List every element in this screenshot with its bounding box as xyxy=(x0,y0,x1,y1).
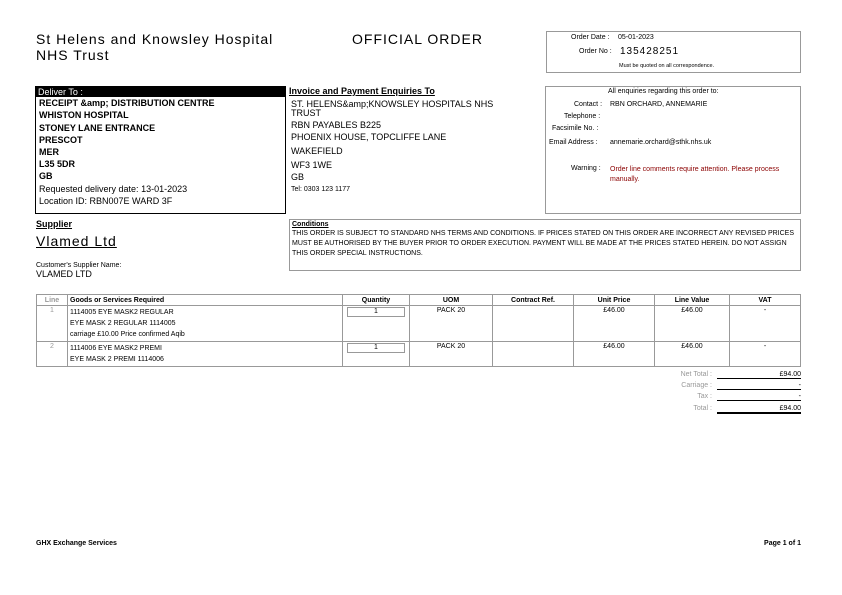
invoice-line: PHOENIX HOUSE, TOPCLIFFE LANE xyxy=(291,132,447,142)
invoice-line: ST. HELENS&amp;KNOWSLEY HOSPITALS NHS xyxy=(291,99,494,109)
net-total-label: Net Total : xyxy=(680,371,712,378)
supplier-name: Vlamed Ltd xyxy=(36,233,117,249)
order-no-label: Order No : xyxy=(579,48,612,55)
supplier-heading: Supplier xyxy=(36,219,73,229)
invoice-line: WAKEFIELD xyxy=(291,146,343,156)
quantity-value: 1 xyxy=(347,307,405,317)
warning-text: Order line comments require attention. Please process manually. xyxy=(610,166,780,183)
facsimile-label: Facsimile No. : xyxy=(552,125,599,132)
goods-desc-line: 1114005 EYE MASK2 REGULAR xyxy=(70,309,174,316)
contact-label: Contact : xyxy=(574,101,603,108)
hospital-name-line2: NHS Trust xyxy=(36,47,110,63)
conditions-heading: Conditions xyxy=(292,221,329,228)
line-number: 2 xyxy=(37,342,68,367)
invoice-tel: Tel: 0303 123 1177 xyxy=(291,186,351,193)
deliver-line: RECEIPT &amp; DISTRIBUTION CENTRE xyxy=(39,98,215,108)
contract-ref-value xyxy=(493,306,574,342)
invoice-heading: Invoice and Payment Enquiries To xyxy=(289,86,435,96)
total-label: Total : xyxy=(693,405,712,412)
deliver-line: PRESCOT xyxy=(39,135,83,145)
goods-desc-line: EYE MASK 2 REGULAR 1114005 xyxy=(70,320,176,327)
col-header-line: Line xyxy=(37,295,68,306)
order-date-label: Order Date : xyxy=(571,34,610,41)
uom-value: PACK 20 xyxy=(410,306,493,342)
hospital-name-line1: St Helens and Knowsley Hospital xyxy=(36,31,274,47)
conditions-box xyxy=(289,219,801,271)
net-total-value: £94.00 xyxy=(717,371,801,379)
requested-delivery-date: Requested delivery date: 13-01-2023 xyxy=(39,184,188,194)
carriage-value: - xyxy=(717,382,801,390)
contract-ref-value xyxy=(493,342,574,367)
deliver-to-heading: Deliver To : xyxy=(36,87,285,97)
invoice-line: RBN PAYABLES B225 xyxy=(291,120,382,130)
enquiries-intro: All enquiries regarding this order to: xyxy=(608,88,719,95)
email-label: Email Address : xyxy=(549,139,598,146)
goods-description xyxy=(68,306,343,342)
warning-label: Warning : xyxy=(571,165,601,172)
line-number: 1 xyxy=(37,306,68,342)
table-header-row xyxy=(37,295,801,306)
deliver-line: MER xyxy=(39,147,59,157)
col-header-unit-price: Unit Price xyxy=(574,295,655,306)
customer-supplier-label: Customer's Supplier Name: xyxy=(36,262,122,269)
deliver-line: STONEY LANE ENTRANCE xyxy=(39,123,156,133)
col-header-line-value: Line Value xyxy=(655,295,730,306)
total-value: £94.00 xyxy=(717,405,801,414)
vat-value: - xyxy=(730,306,801,342)
document-title: OFFICIAL ORDER xyxy=(352,31,483,47)
quote-note: Must be quoted on all correspondence. xyxy=(619,63,715,69)
tax-label: Tax : xyxy=(697,393,712,400)
order-lines-table xyxy=(36,294,801,367)
enquiries-box xyxy=(546,86,801,214)
quantity-cell xyxy=(343,306,410,342)
deliver-line: L35 5DR xyxy=(39,159,76,169)
order-no-value: 135428251 xyxy=(620,46,680,57)
order-info-box xyxy=(546,31,801,73)
line-value-value: £46.00 xyxy=(655,342,730,367)
col-header-contract: Contract Ref. xyxy=(493,295,574,306)
invoice-line: TRUST xyxy=(291,108,321,118)
conditions-text: THIS ORDER IS SUBJECT TO STANDARD NHS TERMS AND CONDITIONS. IF PRICES STATED ON THIS ORDER ARE INCORRECT ANY REVISED PRICES MUST BE AUTHORISED BY THE BUYER PRIOR TO ORDER EXECUTION. PAYMENT WILL BE MADE AT THE PRICES STATED HEREIN. DO NOT ASSIGN THIS ORDER SPECIAL INSTRUCTIONS. xyxy=(292,230,795,257)
col-header-goods: Goods or Services Required xyxy=(68,295,343,306)
col-header-quantity: Quantity xyxy=(343,295,410,306)
invoice-line: GB xyxy=(291,172,305,182)
line-value-value: £46.00 xyxy=(655,306,730,342)
table-row xyxy=(37,342,801,367)
quantity-cell xyxy=(343,342,410,367)
email-value: annemarie.orchard@sthk.nhs.uk xyxy=(610,139,712,146)
carriage-label: Carriage : xyxy=(681,382,712,389)
goods-desc-line: EYE MASK 2 PREMI 1114006 xyxy=(70,356,164,363)
unit-price-value: £46.00 xyxy=(574,306,655,342)
location-id: Location ID: RBN007E WARD 3F xyxy=(39,196,173,206)
goods-desc-line: 1114006 EYE MASK2 PREMI xyxy=(70,345,162,352)
invoice-line: WF3 1WE xyxy=(291,160,333,170)
table-row xyxy=(37,306,801,342)
page-number: Page 1 of 1 xyxy=(764,540,801,547)
customer-supplier-name: VLAMED LTD xyxy=(36,269,92,279)
contact-value: RBN ORCHARD, ANNEMARIE xyxy=(610,101,708,108)
col-header-uom: UOM xyxy=(410,295,493,306)
unit-price-value: £46.00 xyxy=(574,342,655,367)
hospital-name xyxy=(36,31,273,63)
vat-value: - xyxy=(730,342,801,367)
quantity-value: 1 xyxy=(347,343,405,353)
deliver-line: WHISTON HOSPITAL xyxy=(39,110,129,120)
goods-desc-line: carriage £10.00 Price confirmed Aqib xyxy=(70,331,185,338)
order-date-value: 05-01-2023 xyxy=(618,34,654,41)
uom-value: PACK 20 xyxy=(410,342,493,367)
col-header-vat: VAT xyxy=(730,295,801,306)
goods-description xyxy=(68,342,343,367)
deliver-to-box xyxy=(35,86,286,214)
deliver-line: GB xyxy=(39,171,53,181)
telephone-label: Telephone : xyxy=(564,113,601,120)
tax-value: - xyxy=(717,393,801,401)
footer-left: GHX Exchange Services xyxy=(36,540,117,547)
invoice-box xyxy=(289,86,546,214)
